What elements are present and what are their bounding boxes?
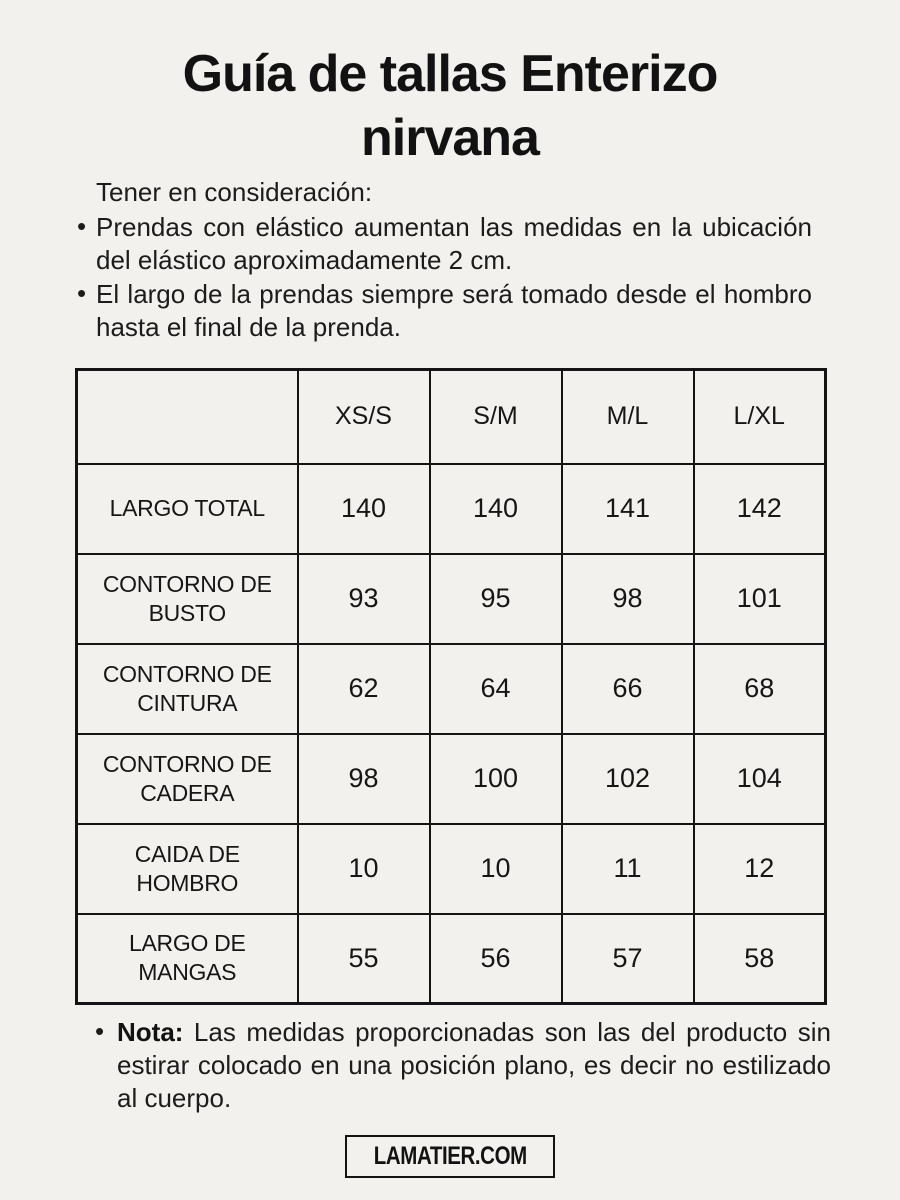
measurement-value: 98 <box>562 554 694 644</box>
measurement-value: 64 <box>430 644 562 734</box>
measurement-value: 102 <box>562 734 694 824</box>
size-column-header: L/XL <box>694 370 826 464</box>
measurement-label: LARGO TOTAL <box>77 464 298 554</box>
measurement-label: LARGO DE MANGAS <box>77 914 298 1004</box>
measurement-label: CAIDA DE HOMBRO <box>77 824 298 914</box>
measurement-value: 62 <box>298 644 430 734</box>
measurement-value: 98 <box>298 734 430 824</box>
table-row <box>77 824 826 914</box>
measurement-value: 66 <box>562 644 694 734</box>
note-section <box>95 1016 831 1115</box>
considerations-heading: Tener en consideración: <box>96 177 373 207</box>
measurement-value: 140 <box>430 464 562 554</box>
measurement-value: 10 <box>298 824 430 914</box>
consideration-item: • El largo de la prendas siempre será tomado desde el hombro hasta el final de la prenda. <box>75 278 812 344</box>
measurement-value: 68 <box>694 644 826 734</box>
size-table-corner-cell <box>77 370 298 464</box>
measurement-value: 100 <box>430 734 562 824</box>
measurement-value: 55 <box>298 914 430 1004</box>
measurement-value: 58 <box>694 914 826 1004</box>
measurement-label: CONTORNO DE CINTURA <box>77 644 298 734</box>
measurement-label: CONTORNO DE BUSTO <box>77 554 298 644</box>
size-table-header-row <box>77 370 826 464</box>
brand-name: LAMATIER.COM <box>373 1142 527 1170</box>
size-column-header: XS/S <box>298 370 430 464</box>
measurement-value: 95 <box>430 554 562 644</box>
measurement-value: 56 <box>430 914 562 1004</box>
size-table <box>75 368 827 1005</box>
measurement-value: 101 <box>694 554 826 644</box>
table-row <box>77 644 826 734</box>
table-row <box>77 914 826 1004</box>
considerations-section <box>75 176 812 345</box>
measurement-value: 93 <box>298 554 430 644</box>
note-text: Las medidas proporcionadas son las del producto sin estirar colocado en una posición plano, es decir no estilizado al cuerpo. <box>117 1017 831 1113</box>
table-row <box>77 464 826 554</box>
size-column-header: M/L <box>562 370 694 464</box>
measurement-value: 142 <box>694 464 826 554</box>
brand-box <box>345 1135 556 1178</box>
measurement-value: 12 <box>694 824 826 914</box>
measurement-value: 57 <box>562 914 694 1004</box>
measurement-label: CONTORNO DE CADERA <box>77 734 298 824</box>
note-label: Nota: <box>117 1017 184 1047</box>
measurement-value: 11 <box>562 824 694 914</box>
measurement-value: 104 <box>694 734 826 824</box>
size-column-header: S/M <box>430 370 562 464</box>
measurement-value: 141 <box>562 464 694 554</box>
page-title-line1: Guía de tallas Enterizo <box>182 45 718 103</box>
measurement-value: 140 <box>298 464 430 554</box>
measurement-value: 10 <box>430 824 562 914</box>
table-row <box>77 554 826 644</box>
page-title <box>0 42 900 170</box>
footer <box>0 1135 900 1178</box>
table-row <box>77 734 826 824</box>
page-title-line2: nirvana <box>361 109 539 167</box>
considerations-list <box>75 211 812 344</box>
consideration-item: • Prendas con elástico aumentan las medidas en la ubicación del elástico aproximadamente 2 cm. <box>75 211 812 277</box>
